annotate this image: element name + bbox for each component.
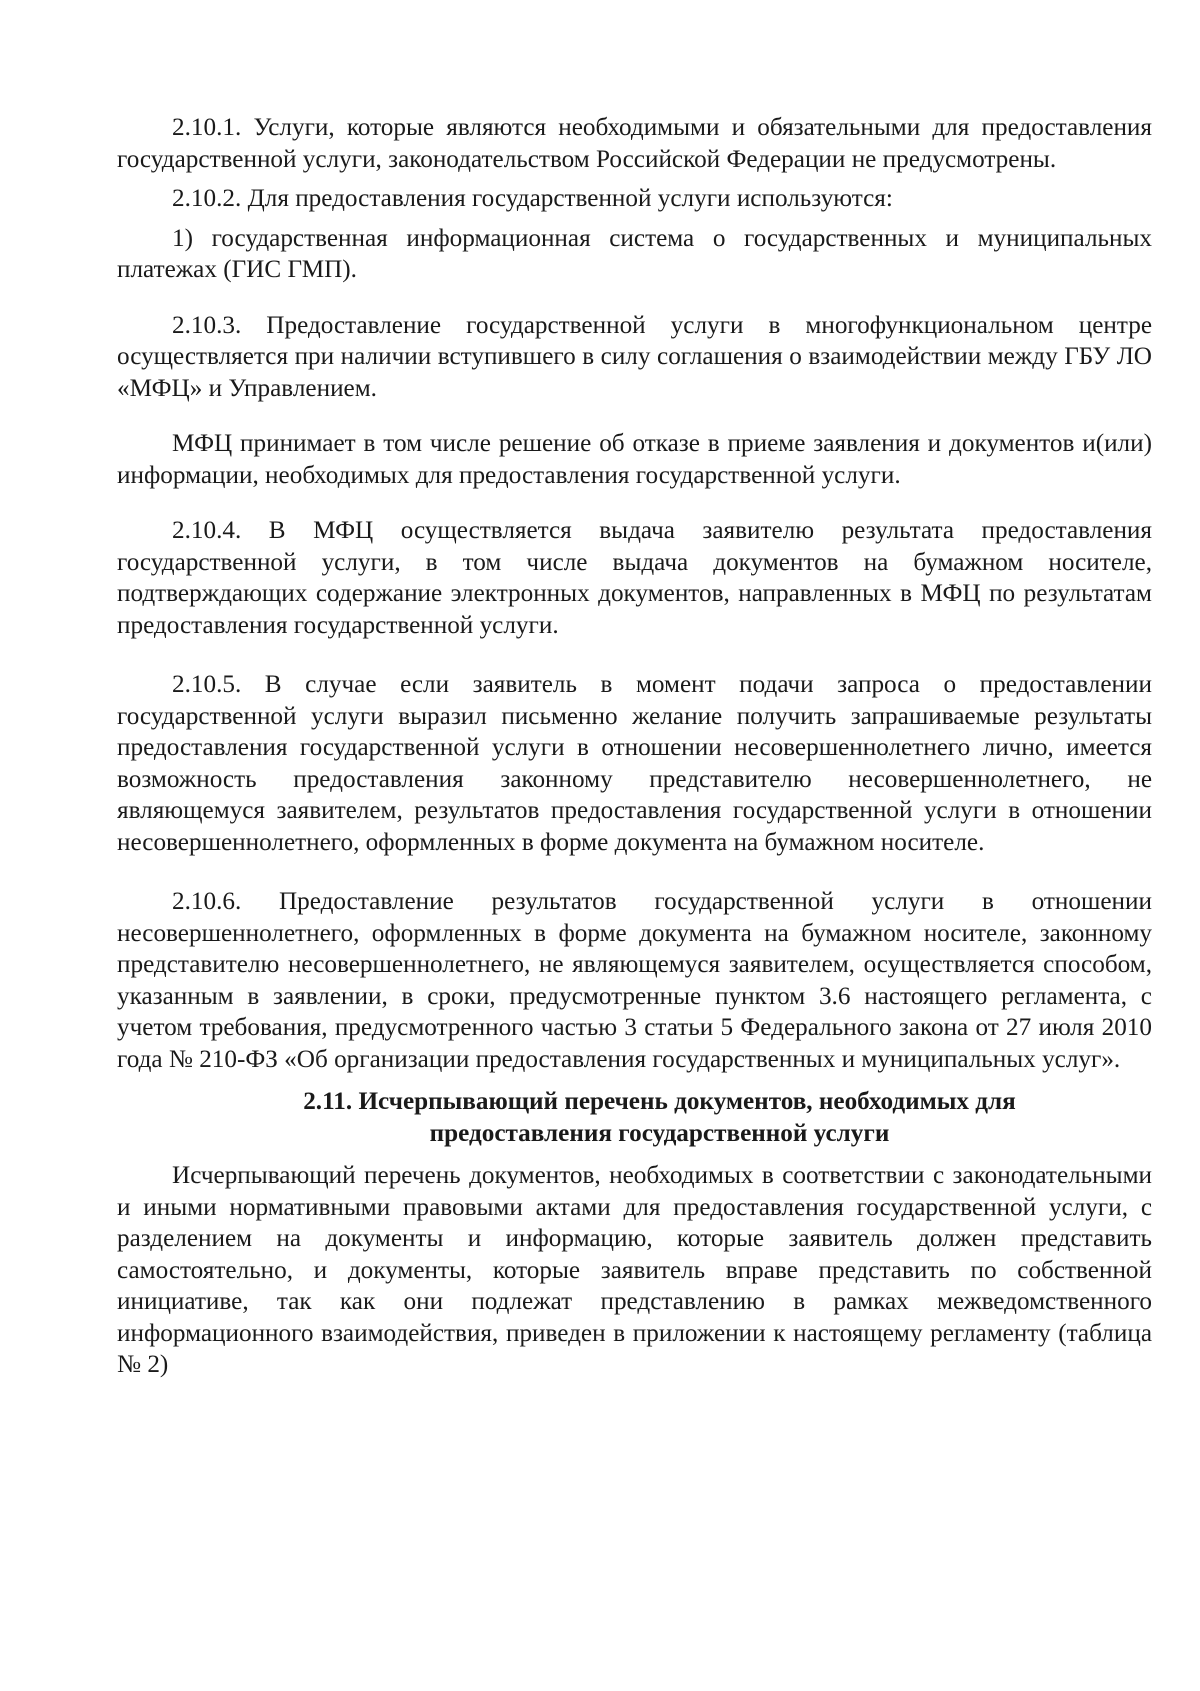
paragraph-2-10-6: 2.10.6. Предоставление результатов государственной услуги в отношении несовершеннолетнего, оформленных в форме документа на бумажном носителе, законному представителю несовершеннолетнего, не являющемуся заявителем, осуществляется способом, указанным в заявлении, в сроки, предусмотренные пунктом 3.6 настоящего регламента, с учетом требования, предусмотренного частью 3 статьи 5 Федерального закона от 27 июля 2010 года № 210-ФЗ «Об организации предоставления государственных и муниципальных услуг». [117, 888, 1152, 1073]
paragraph-2-10-3: 2.10.3. Предоставление государственной услуги в многофункциональном центре осуществляется при наличии вступившего в силу соглашения о взаимодействии между ГБУ ЛО «МФЦ» и Управлением. [117, 311, 1152, 402]
paragraph-item-1: 1) государственная информационная система о государственных и муниципальных платежах (ГИС ГМП). [117, 224, 1152, 283]
paragraph-2-10-4: 2.10.4. В МФЦ осуществляется выдача заявителю результата предоставления государственной услуги, в том числе выдача документов на бумажном носителе, подтверждающих содержание электронных документов, направленных в МФЦ по результатам предоставления государственной услуги. [117, 517, 1152, 639]
paragraph-2-10-1: 2.10.1. Услуги, которые являются необходимыми и обязательными для предоставления государственной услуги, законодательством Российской Федерации не предусмотрены. [117, 114, 1152, 173]
document-body [117, 112, 1152, 1381]
paragraph-2-10-2: 2.10.2. Для предоставления государственной услуги используются: [172, 185, 893, 212]
paragraph-mfc: МФЦ принимает в том числе решение об отказе в приеме заявления и документов и(или) информации, необходимых для предоставления государственной услуги. [117, 430, 1152, 489]
paragraph-2-11-body: Исчерпывающий перечень документов, необходимых в соответствии с законодательными и иными нормативными правовыми актами для предоставления государственной услуги, с разделением на документы и информацию, которые заявитель должен представить самостоятельно, и документы, которые заявитель вправе представить по собственной инициативе, так как они подлежат представлению в рамках межведомственного информационного взаимодействия, приведен в приложении к настоящему регламенту (таблица № 2) [117, 1162, 1152, 1378]
section-heading-2-11: 2.11. Исчерпывающий перечень документов, необходимых для предоставления государственной услуги [303, 1088, 1016, 1147]
paragraph-2-10-5: 2.10.5. В случае если заявитель в момент подачи запроса о предоставлении государственной услуги выразил письменно желание получить запрашиваемые результаты предоставления государственной услуги в отношении несовершеннолетнего лично, имеется возможность предоставления законному представителю несовершеннолетнего, не являющемуся заявителем, результатов предоставления государственной услуги в отношении несовершеннолетнего, оформленных в форме документа на бумажном носителе. [117, 671, 1152, 856]
